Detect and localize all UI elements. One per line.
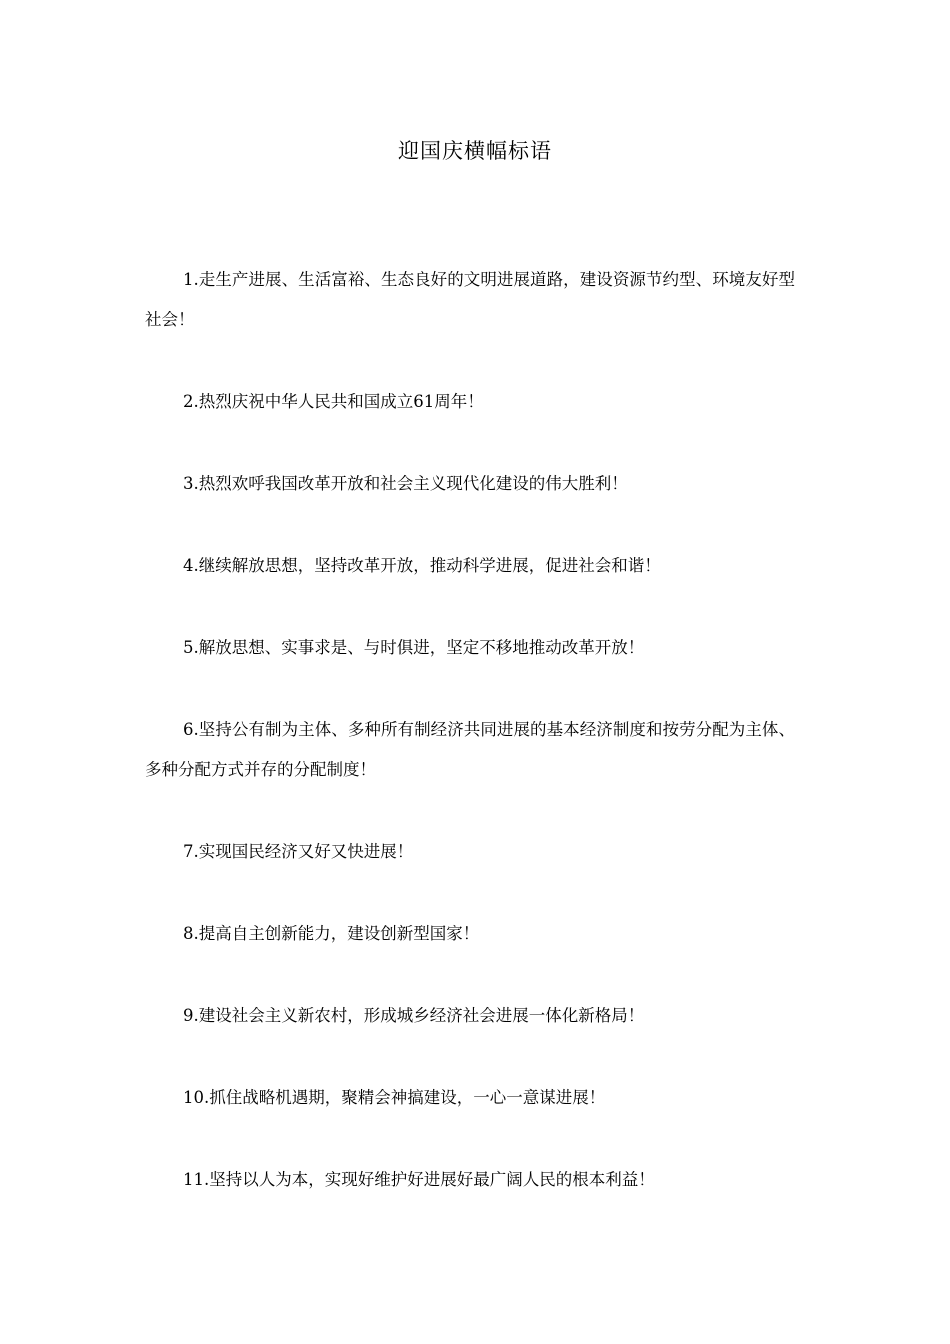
slogan-item-7: 7.实现国民经济又好又快进展！ <box>183 842 414 861</box>
slogan-item-9: 9.建设社会主义新农村，形成城乡经济社会进展一体化新格局！ <box>183 1006 645 1025</box>
slogan-item-4: 4.继续解放思想，坚持改革开放，推动科学进展，促进社会和谐！ <box>183 556 661 575</box>
slogan-item-3: 3.热烈欢呼我国改革开放和社会主义现代化建设的伟大胜利！ <box>183 474 628 493</box>
slogan-item-2: 2.热烈庆祝中华人民共和国成立61周年！ <box>183 392 484 411</box>
slogan-list <box>145 260 795 1242</box>
document-title: 迎国庆横幅标语 <box>398 139 552 163</box>
slogan-item-1: 1.走生产进展、生活富裕、生态良好的文明进展道路，建设资源节约型、环境友好型社会！ <box>145 270 795 329</box>
slogan-item-11: 11.坚持以人为本，实现好维护好进展好最广阔人民的根本利益！ <box>183 1170 655 1189</box>
slogan-item-6: 6.坚持公有制为主体、多种所有制经济共同进展的基本经济制度和按劳分配为主体、多种分配方式并存的分配制度！ <box>145 720 795 779</box>
slogan-item-8: 8.提高自主创新能力，建设创新型国家！ <box>183 924 480 943</box>
slogan-item-5: 5.解放思想、实事求是、与时俱进，坚定不移地推动改革开放！ <box>183 638 645 657</box>
slogan-item-10: 10.抓住战略机遇期，聚精会神搞建设，一心一意谋进展！ <box>183 1088 606 1107</box>
